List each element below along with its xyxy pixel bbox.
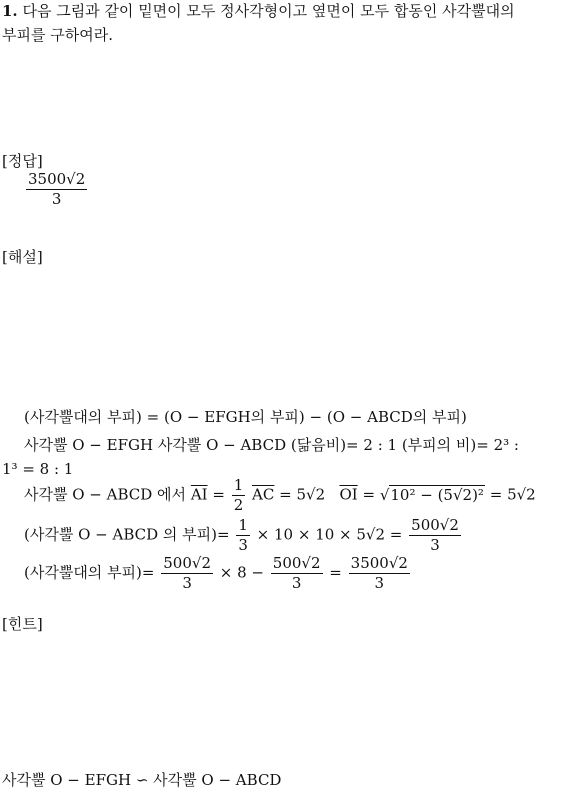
- half-numerator: 1: [233, 476, 244, 494]
- explanation-line-4: [24, 478, 536, 513]
- explanation-line-2: 사각뿔 O − EFGH 사각뿔 O − ABCD (닮음비)= 2 : 1 (부피의 비)= 2³ :: [24, 436, 519, 454]
- line6-eq: =: [329, 563, 342, 582]
- line4-prefix: 사각뿔 O − ABCD 에서: [24, 485, 187, 504]
- explanation-line-6: [24, 556, 412, 591]
- line4-eq1: =: [212, 485, 225, 504]
- answer-denominator: 3: [51, 190, 62, 208]
- line6-b-num: 500√2: [272, 554, 321, 572]
- answer-fraction: [24, 172, 89, 207]
- problem-number: 1.: [2, 2, 18, 20]
- segment-ai: $\overline{AI}$: [190, 485, 208, 504]
- line5-result-num: 500√2: [411, 516, 459, 534]
- segment-ac: $\overline{AC}$: [252, 485, 275, 504]
- line6-c-num: 3500√2: [350, 554, 408, 572]
- problem-line-2: 부피를 구하여라.: [2, 26, 113, 44]
- line6-a-den: 3: [182, 574, 192, 592]
- line5-frac-num: 1: [238, 516, 248, 534]
- explanation-line-3: 1³ = 8 : 1: [2, 460, 74, 478]
- line6-prefix: (사각뿔대의 부피)=: [24, 563, 155, 582]
- explanation-heading: [해설]: [2, 248, 43, 266]
- line6-mid: × 8 −: [219, 563, 264, 582]
- segment-oi: $\overline{OI}$: [339, 485, 358, 504]
- line4-result: = 5√2: [489, 485, 536, 504]
- line6-b-den: 3: [291, 574, 302, 592]
- line5-mid: × 10 × 10 × 5√2 =: [256, 525, 403, 544]
- line5-result-den: 3: [430, 536, 440, 554]
- explanation-line-5: [24, 518, 463, 553]
- sqrt-expression: √10² − (5√2)²: [379, 485, 484, 504]
- sqrt-content: 10² − (5√2)²: [390, 485, 484, 504]
- line4-eq2: = 5√2: [279, 485, 326, 504]
- line5-frac-den: 3: [238, 536, 248, 554]
- problem-line-1: [2, 4, 515, 19]
- line4-eq3: =: [362, 485, 376, 504]
- line5-prefix: (사각뿔 O − ABCD 의 부피)=: [24, 525, 230, 544]
- explanation-line-1: (사각뿔대의 부피) = (O − EFGH의 부피) − (O − ABCD의 부피): [24, 408, 467, 426]
- line6-c-den: 3: [374, 574, 385, 592]
- half-denominator: 2: [233, 496, 244, 514]
- hint-text: 사각뿔 O − EFGH ∽ 사각뿔 O − ABCD: [2, 771, 282, 789]
- problem-text-1: 다음 그림과 같이 밑면이 모두 정사각형이고 옆면이 모두 합동인 사각뿔대의: [22, 2, 515, 20]
- answer-numerator: 3500√2: [28, 170, 86, 188]
- line6-a-num: 500√2: [163, 554, 211, 572]
- answer-heading: [정답]: [2, 152, 43, 170]
- hint-heading: [힌트]: [2, 615, 43, 633]
